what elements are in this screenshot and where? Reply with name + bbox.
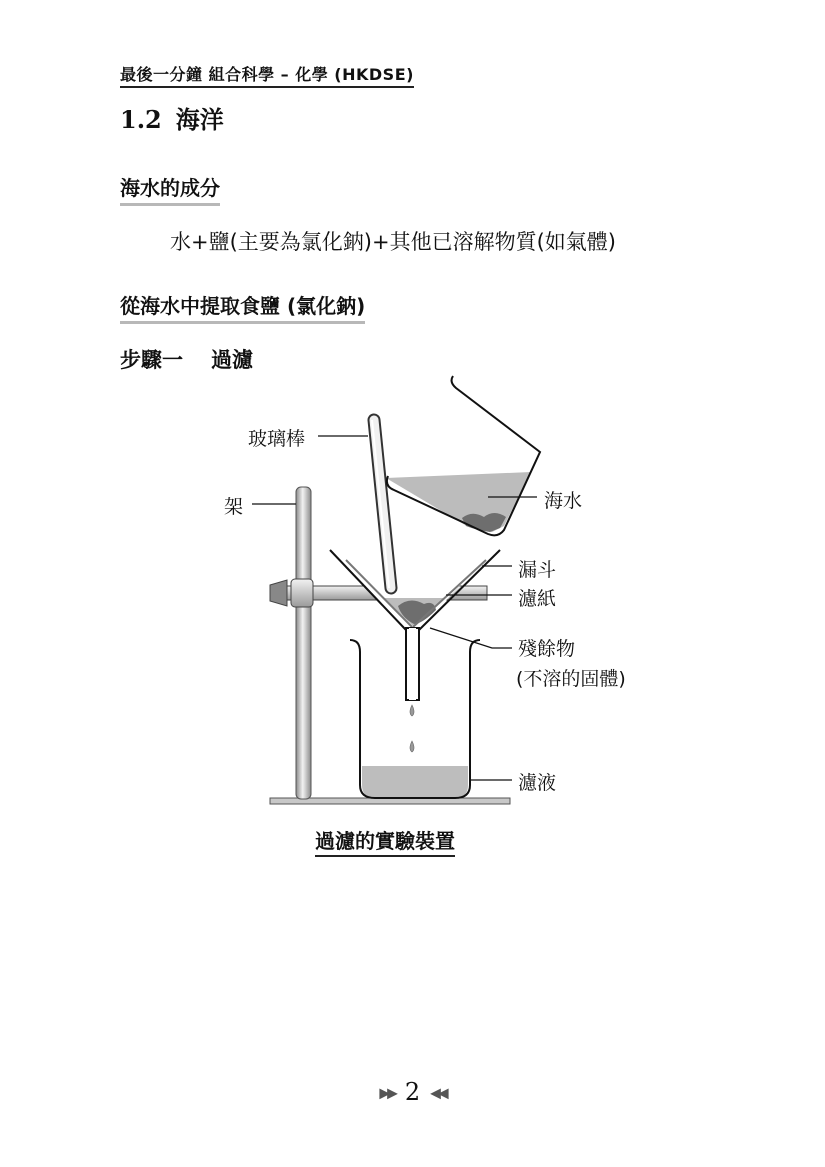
label-filtrate: 濾液 bbox=[518, 772, 557, 794]
label-stand: 架 bbox=[224, 496, 244, 518]
composition-heading: 海水的成分 bbox=[120, 172, 220, 206]
step-title: 過濾 bbox=[211, 348, 253, 372]
page-number-value: 2 bbox=[404, 1078, 421, 1106]
page-header: 最後一分鐘 組合科學 – 化學 (HKDSE) bbox=[120, 62, 414, 88]
label-residue: 殘餘物 bbox=[518, 638, 576, 660]
step-label: 步驟一 bbox=[120, 348, 183, 372]
label-glass-rod: 玻璃棒 bbox=[248, 428, 306, 450]
page-number bbox=[0, 1078, 825, 1106]
composition-formula: 水+鹽(主要為氯化鈉)+其他已溶解物質(如氣體) bbox=[170, 230, 616, 254]
filtrate-drops bbox=[410, 705, 414, 752]
section-number: 1.2 bbox=[120, 105, 162, 134]
label-residue-note: (不溶的固體) bbox=[516, 668, 626, 690]
double-right-arrow-icon: ▶▶ bbox=[379, 1085, 395, 1102]
label-filter-paper: 濾紙 bbox=[518, 588, 557, 610]
label-sea-water: 海水 bbox=[544, 490, 583, 512]
double-left-arrow-icon: ◀◀ bbox=[430, 1085, 446, 1102]
funnel bbox=[330, 550, 500, 700]
section-name: 海洋 bbox=[175, 106, 224, 134]
pouring-beaker bbox=[386, 376, 540, 535]
extraction-heading: 從海水中提取食鹽 (氯化鈉) bbox=[120, 290, 365, 324]
stand-rod bbox=[296, 487, 311, 799]
label-funnel: 漏斗 bbox=[518, 559, 557, 581]
glass-rod bbox=[372, 420, 391, 588]
diagram-caption: 過濾的實驗裝置 bbox=[315, 825, 455, 857]
